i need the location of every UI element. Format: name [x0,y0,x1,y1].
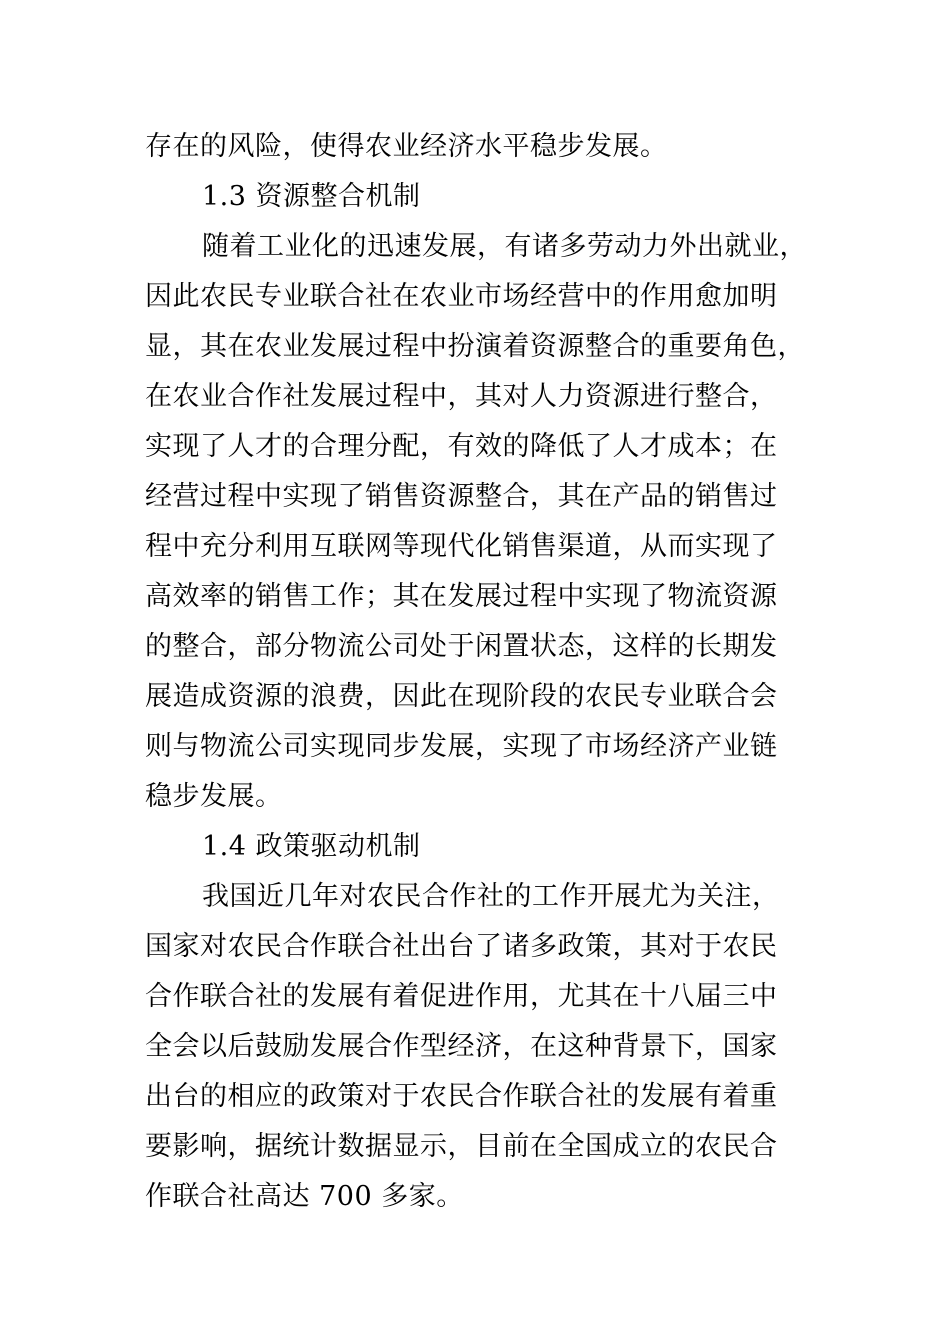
document-body [145,122,825,1222]
paragraph-line: 展造成资源的浪费，因此在现阶段的农民专业联合会 [145,681,778,712]
paragraph-line: 合作联合社的发展有着促进作用，尤其在十八届三中 [145,981,778,1012]
paragraph-line: 我国近几年对农民合作社的工作开展尤为关注， [202,881,780,912]
paragraph-line: 显，其在农业发展过程中扮演着资源整合的重要角色， [145,331,805,362]
paragraph-line: 经营过程中实现了销售资源整合，其在产品的销售过 [145,481,778,512]
section-heading-1-4: 1.4 政策驱动机制 [202,831,421,862]
paragraph-line: 的整合，部分物流公司处于闲置状态，这样的长期发 [145,631,778,662]
section-heading-1-3: 1.3 资源整合机制 [202,181,421,212]
paragraph-line: 全会以后鼓励发展合作型经济，在这种背景下，国家 [145,1031,778,1062]
paragraph-line: 稳步发展。 [145,781,283,812]
paragraph-line: 作联合社高达 700 多家。 [145,1181,464,1212]
paragraph-line: 随着工业化的迅速发展，有诸多劳动力外出就业， [202,231,807,262]
paragraph-line: 国家对农民合作联合社出台了诸多政策，其对于农民 [145,931,778,962]
paragraph-line: 程中充分利用互联网等现代化销售渠道，从而实现了 [145,531,778,562]
paragraph-line: 高效率的销售工作；其在发展过程中实现了物流资源 [145,581,778,612]
paragraph-line: 在农业合作社发展过程中，其对人力资源进行整合， [145,381,778,412]
paragraph-line: 存在的风险，使得农业经济水平稳步发展。 [145,131,668,162]
paragraph-line: 出台的相应的政策对于农民合作联合社的发展有着重 [145,1081,778,1112]
paragraph-line: 因此农民专业联合社在农业市场经营中的作用愈加明 [145,281,778,312]
paragraph-line: 实现了人才的合理分配，有效的降低了人才成本；在 [145,431,778,462]
paragraph-line: 则与物流公司实现同步发展，实现了市场经济产业链 [145,731,778,762]
paragraph-line: 要影响，据统计数据显示，目前在全国成立的农民合 [145,1131,778,1162]
